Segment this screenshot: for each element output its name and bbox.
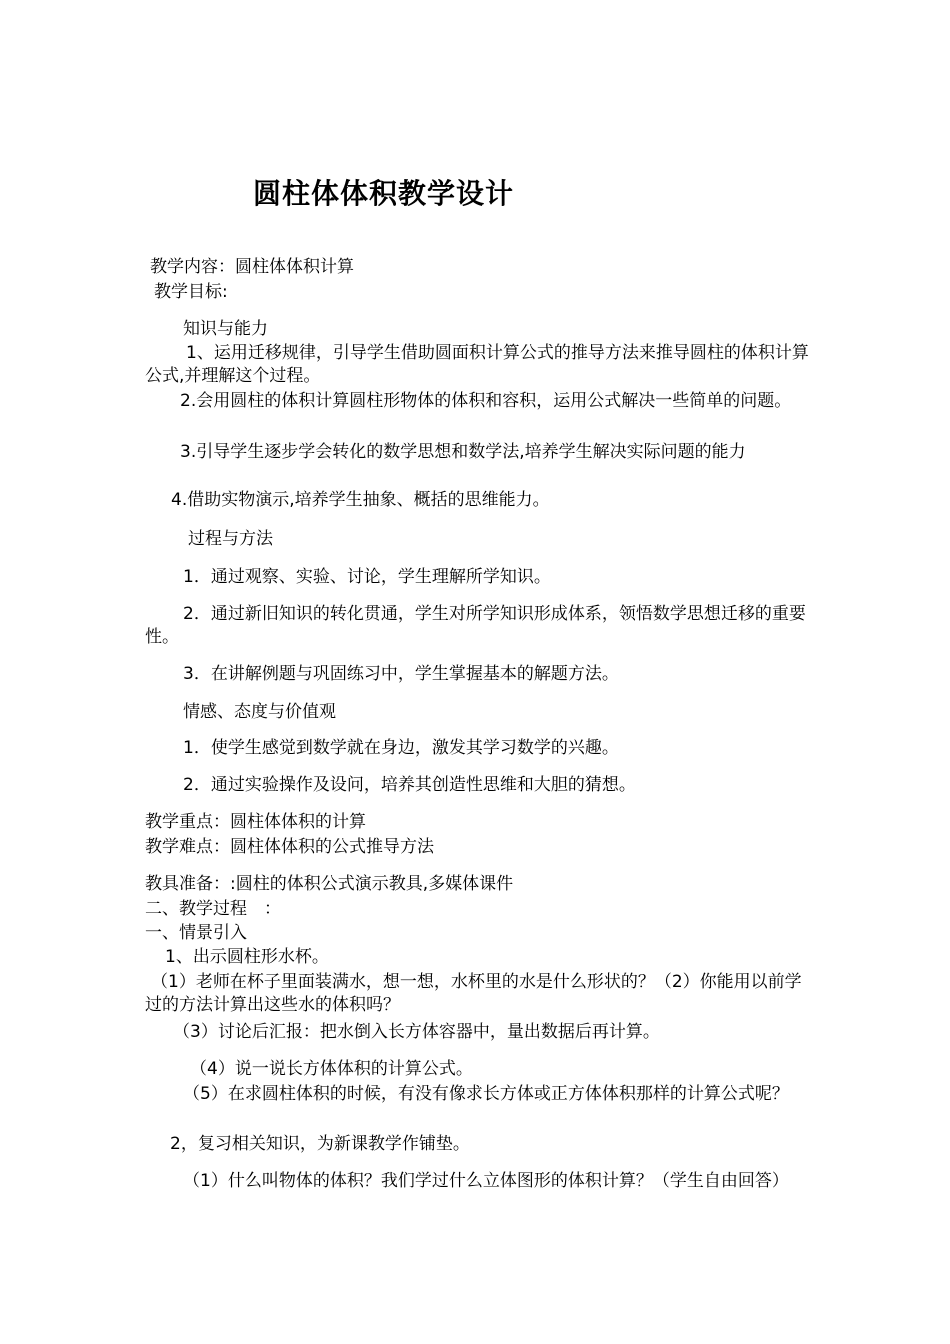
question-1-2: （1）老师在杯子里面装满水，想一想，水杯里的水是什么形状的？（2）你能用以前学过的方法计算出这些水的体积吗？ <box>145 972 802 1015</box>
page-title: 圆柱体体积教学设计 <box>253 177 515 210</box>
knowledge-item-2: 2.会用圆柱的体积计算圆柱形物体的体积和容积，运用公式解决一些简单的问题。 <box>180 391 792 411</box>
materials: 教具准备：:圆柱的体积公式演示教具,多媒体课件 <box>145 874 514 894</box>
knowledge-item-3: 3.引导学生逐步学会转化的数学思想和数学法,培养学生解决实际问题的能力 <box>180 442 746 462</box>
question-5: （5）在求圆柱体积的时候，有没有像求长方体或正方体体积那样的计算公式呢？ <box>183 1084 789 1104</box>
teaching-goal-label: 教学目标: <box>154 282 228 302</box>
section-intro-heading: 一、情景引入 <box>145 923 247 943</box>
process-method-item-3: 3．在讲解例题与巩固练习中，学生掌握基本的解题方法。 <box>183 664 619 684</box>
process-method-item-2: 2．通过新旧知识的转化贯通，学生对所学知识形成体系，领悟数学思想迁移的重要性。 <box>145 604 806 647</box>
knowledge-heading: 知识与能力 <box>183 319 268 339</box>
question-3: （3）讨论后汇报：把水倒入长方体容器中，量出数据后再计算。 <box>173 1022 660 1042</box>
key-point: 教学重点：圆柱体体积的计算 <box>145 812 366 832</box>
process-heading: 二、教学过程 ： <box>145 899 281 919</box>
emotion-item-1: 1．使学生感觉到数学就在身边，激发其学习数学的兴趣。 <box>183 738 619 758</box>
difficult-point: 教学难点：圆柱体体积的公式推导方法 <box>145 837 434 857</box>
knowledge-item-1: 1、运用迁移规律，引导学生借助圆面积计算公式的推导方法来推导圆柱的体积计算公式,并理解这个过程。 <box>145 343 809 386</box>
process-method-item-1: 1．通过观察、实验、讨论，学生理解所学知识。 <box>183 567 551 587</box>
knowledge-item-4: 4.借助实物演示,培养学生抽象、概括的思维能力。 <box>171 490 550 510</box>
emotion-heading: 情感、态度与价值观 <box>183 702 336 722</box>
step-2: 2，复习相关知识，为新课教学作铺垫。 <box>170 1134 470 1154</box>
step-1: 1、出示圆柱形水杯。 <box>165 947 329 967</box>
question-4: （4）说一说长方体体积的计算公式。 <box>190 1059 473 1079</box>
teaching-content: 教学内容：圆柱体体积计算 <box>150 257 354 277</box>
question-6: （1）什么叫物体的体积？我们学过什么立体图形的体积计算？（学生自由回答） <box>183 1171 789 1191</box>
emotion-item-2: 2．通过实验操作及设问，培养其创造性思维和大胆的猜想。 <box>183 775 636 795</box>
process-method-heading: 过程与方法 <box>188 529 273 549</box>
